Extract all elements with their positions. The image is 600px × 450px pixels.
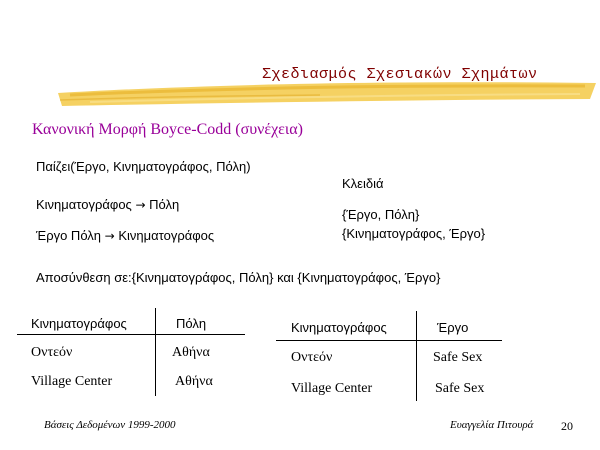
fd1-left: Κινηματογράφος	[36, 197, 132, 212]
key-1: {Έργο, Πόλη}	[342, 207, 420, 222]
relation-schema: Παίζει(Έργο, Κινηματογράφος, Πόλη)	[36, 159, 251, 174]
footer-author: Ευαγγελία Πιτουρά	[450, 419, 534, 431]
table-left-column-rule	[155, 308, 156, 396]
functional-dependency-1	[36, 197, 179, 212]
fd2-right: Κινηματογράφος	[118, 228, 215, 243]
table-right-header-cinema: Κινηματογράφος	[291, 320, 387, 335]
table-right-column-rule	[416, 311, 417, 401]
table-row-cell: Οντεόν	[291, 350, 333, 365]
table-row-cell: Οντεόν	[31, 345, 73, 360]
table-right-header-rule	[276, 340, 502, 341]
table-row-cell: Safe Sex	[435, 381, 485, 396]
table-right-header-movie: Έργο	[437, 320, 469, 335]
table-row-cell: Αθήνα	[175, 374, 213, 389]
table-left-header-city: Πόλη	[176, 316, 207, 331]
footer-course: Βάσεις Δεδομένων 1999-2000	[44, 419, 176, 431]
page-number: 20	[561, 419, 573, 433]
table-left-header-cinema: Κινηματογράφος	[31, 316, 127, 331]
decomposition: Αποσύνθεση σε:{Κινηματογράφος, Πόλη} και {Κινηματογράφος, Έργο}	[36, 270, 441, 285]
keys-heading: Κλειδιά	[342, 176, 384, 191]
table-row-cell: Village Center	[31, 374, 113, 389]
fd2-left: Έργο Πόλη	[36, 228, 102, 243]
table-left-header-rule	[17, 334, 245, 335]
fd1-right: Πόλη	[149, 197, 180, 212]
table-row-cell: Safe Sex	[433, 350, 483, 365]
table-row-cell: Αθήνα	[172, 345, 210, 360]
functional-dependency-2	[36, 228, 214, 243]
right-arrow-icon: →	[135, 198, 146, 212]
header-title: Σχεδιασμός Σχεσιακών Σχημάτων	[262, 66, 538, 83]
table-row-cell: Village Center	[291, 381, 373, 396]
slide-title: Κανονική Μορφή Boyce-Codd (συνέχεια)	[32, 121, 303, 138]
right-arrow-icon: →	[104, 229, 115, 243]
key-2: {Κινηματογράφος, Έργο}	[342, 226, 486, 241]
